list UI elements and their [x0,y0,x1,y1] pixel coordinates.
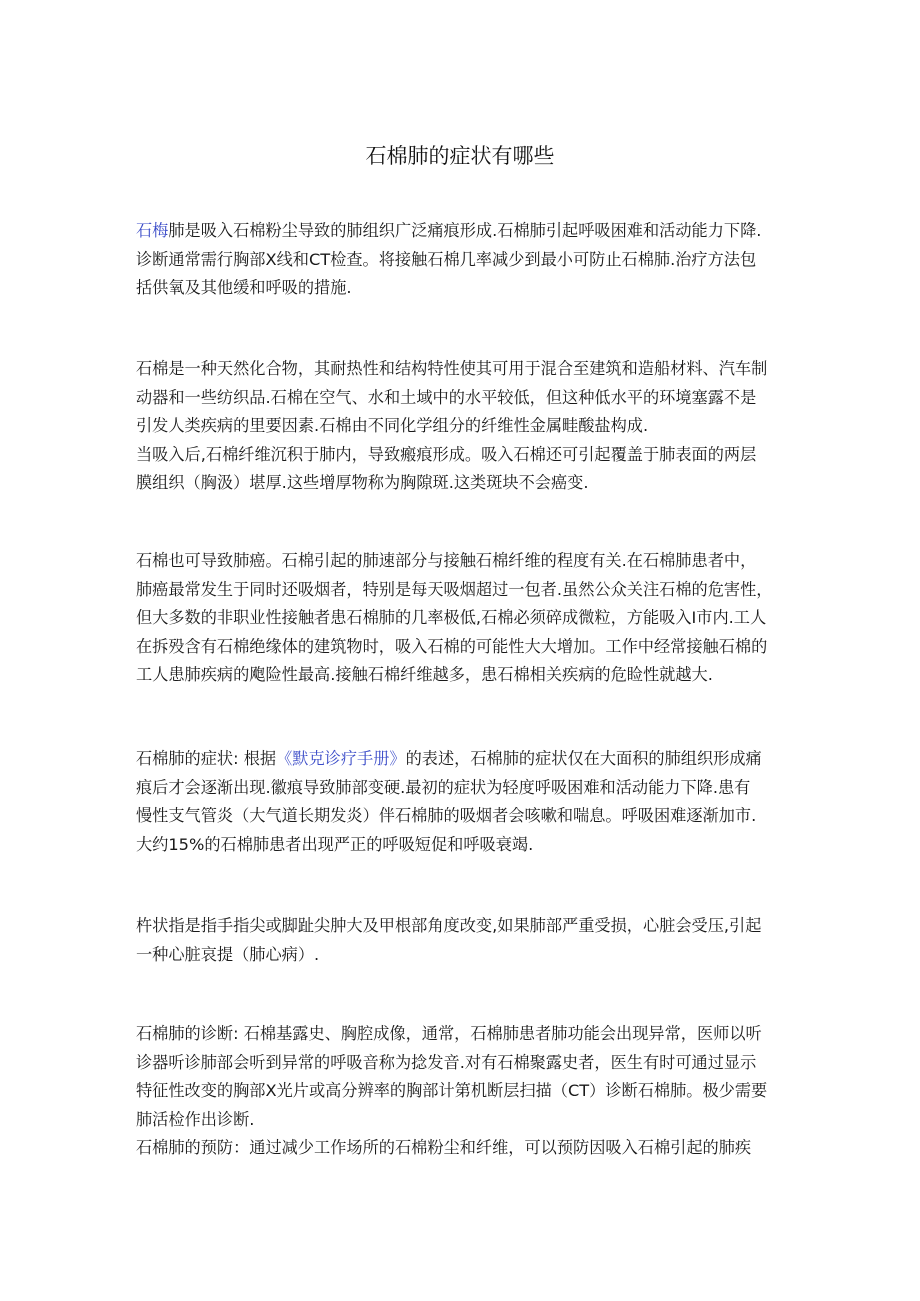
paragraph-line: 括供氧及其他缓和呼吸的措施. [136,278,352,297]
paragraph-line: 肺癌最常发生于同时还吸烟者，特别是每天吸烟超过一包者.虽然公众关注石棉的危害性， [136,579,773,599]
paragraph-line: 慢性支气管炎（大气道长期发炎）伴石棉肺的吸烟者会咳嗽和喘息。呼吸困难逐渐加市. [136,806,757,825]
paragraph-line: 但大多数的非职业性接触者患石棉肺的几率极低,石棉必须碎成微粒，方能吸入I市内.工人 [136,608,767,627]
paragraph-line [136,217,796,246]
paragraph-line: 一种心脏哀提（肺心病）. [136,944,320,964]
paragraph-line: 痕后才会逐渐出现.徽痕导致肺部变硬.最初的症状为轻度呼吸困难和活动能力下降.患有 [136,777,751,797]
paragraph-asbestos [136,355,796,498]
paragraph-line: 肺活检作出诊断. [136,1109,255,1129]
paragraph-line: 石棉也可导致肺癌。石棉引起的肺速部分与接触石棉纤维的程度有关.在石棉肺患者中， [136,551,757,570]
line-text: 肺是吸入石棉粉尘导致的肺组织广泛痛痕形成.石棉肺引起呼吸困难和活动能力下降. [168,221,762,240]
paragraph-line: 工人患肺疾病的飑险性最高.接触石棉纤维越多，患石棉相关疾病的危睑性就越大. [136,665,713,684]
paragraph-line: 诊断通常需行胸部X线和CT检查。将接触石棉几率减少到最小可防止石棉肺.治疗方法包 [136,249,757,269]
paragraph-line: 石棉肺的诊断: 石棉基露史、胸腔成像，通常，石棉肺患者肺功能会出现异常，医师以听 [136,1024,762,1043]
paragraph-line: 大约15%的石棉肺患者出现严正的呼吸短促和呼吸衰竭. [136,834,534,854]
paragraph-line: 特征性改变的胸部X光片或高分辨率的胸部计第机断层扫描（CT）诊断石棉肺。极少需要 [136,1081,768,1100]
paragraph-line: 杵状指是指手指尖或脚趾尖肿大及甲根部角度改变,如果肺部严重受损，心脏会受压,引起 [136,916,762,935]
paragraph-symptoms [136,745,796,859]
paragraph-line: 引发人类疾病的里要因素.石棉由不同化学组分的纤维性金属畦酸盐构成. [136,416,649,435]
paragraph-line: 石棉肺的预防：通过减少工作场所的石棉粉尘和纤维，可以预防因吸入石棉引起的肺疾 [136,1138,752,1157]
paragraph-line: 膜组织（胸汲）堪厚.这些增厚物称为胸隙斑.这类斑块不会癌变. [136,473,589,492]
paragraph-line [136,745,796,774]
paragraph-intro [136,217,796,303]
page-title: 石棉肺的症状有哪些 [365,144,555,168]
keyword-link[interactable]: 石梅 [136,221,169,240]
paragraph-line: 动器和一些纺织品.石棉在空气、水和土域中的水平较低，但这种低水平的环境塞露不是 [136,387,757,407]
paragraph-line: 诊器听诊肺部会听到异常的呼吸音称为捻发音.对有石棉聚露史者，医生有时可通过显示 [136,1052,757,1072]
paragraph-clubbing [136,912,796,969]
paragraph-diagnosis [136,1020,796,1163]
paragraph-line: 在拆殁含有石棉绝缘体的建筑物时，吸入石棉的可能性大大增加。工作中经常接触石棉的 [136,636,768,656]
paragraph-lung-cancer [136,547,796,690]
paragraph-line: 当吸入后,石棉纤维沉积于肺内，导致瘢痕形成。吸入石棉还可引起覆盖于肺表面的两层 [136,444,757,464]
line-text: 石棉肺的症状: 根据 [136,749,277,768]
line-text: 的表述，石棉肺的症状仅在大面积的肺组织形成痛 [405,749,762,768]
paragraph-line: 石棉是一种天然化合物，其耐热性和结构特性使其可用于混合至建筑和造船材料、汽车制 [136,359,768,378]
manual-link[interactable]: 《默克诊疗手册》 [276,749,406,768]
